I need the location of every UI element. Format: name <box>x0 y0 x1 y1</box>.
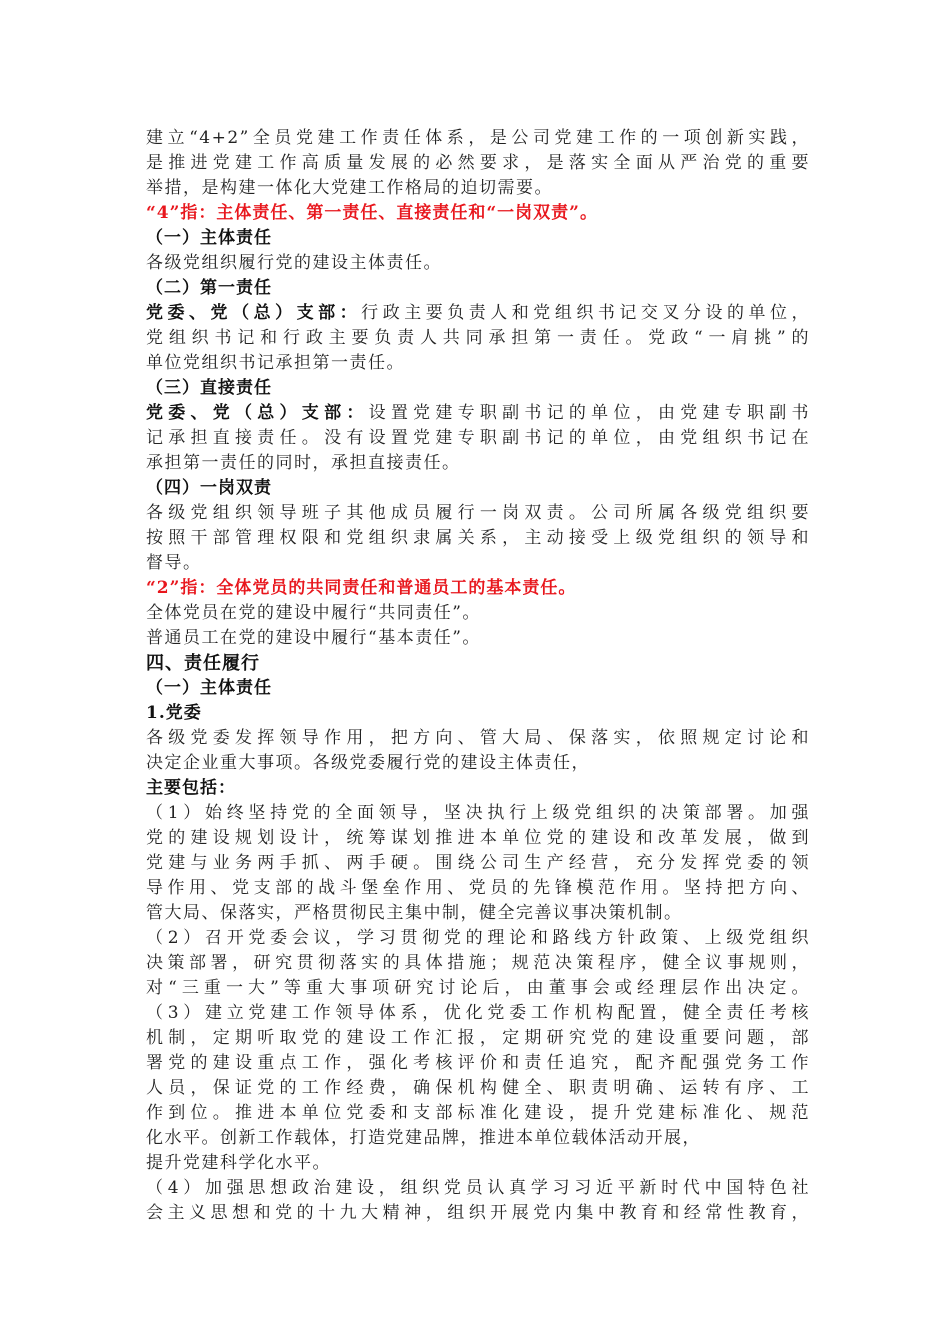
item-line: 作到位。推进本单位党委和支部标准化建设，提升党建标准化、规范 <box>146 1103 810 1123</box>
section-2-text-1: 行政主要负责人和党组织书记交叉分设的单位， <box>361 303 811 323</box>
section-2-line-2: 党组织书记和行政主要负责人共同承担第一责任。党政“一肩挑”的 <box>146 328 810 348</box>
item-line: （4）加强思想政治建设，组织党员认真学习习近平新时代中国特色社 <box>146 1178 810 1198</box>
section-1-text: 各级党组织履行党的建设主体责任。 <box>146 253 442 273</box>
item-line: 党的建设规划设计，统筹谋划推进本单位党的建设和改革发展，做到 <box>146 828 810 848</box>
section-3-line-2: 记承担直接责任。没有设置党建专职副书记的单位，由党组织书记在 <box>146 428 810 448</box>
section-1-title: （一）主体责任 <box>146 228 272 248</box>
item-line: 党建与业务两手抓、两手硬。围绕公司生产经营，充分发挥党委的领 <box>146 853 810 873</box>
item-line: （1）始终坚持党的全面领导，坚决执行上级党组织的决策部署。加强 <box>146 803 810 823</box>
item-line: 管大局、保落实，严格贯彻民主集中制，健全完善议事决策机制。 <box>146 903 683 923</box>
intro-line-3: 举措，是构建一体化大党建工作格局的迫切需要。 <box>146 178 553 198</box>
item-line: （2）召开党委会议，学习贯彻党的理论和路线方针政策、上级党组织 <box>146 928 810 948</box>
employee-responsibility-line: 普通员工在党的建设中履行“基本责任”。 <box>146 628 481 648</box>
section-2-line-1 <box>146 301 810 326</box>
item-line: 导作用、党支部的战斗堡垒作用、党员的先锋模范作用。坚持把方向、 <box>146 878 810 898</box>
party-committee-line-1: 各级党委发挥领导作用，把方向、管大局、保落实，依照规定讨论和 <box>146 728 810 748</box>
section-2-line-3: 单位党组织书记承担第一责任。 <box>146 353 405 373</box>
main-includes-label: 主要包括： <box>146 778 236 798</box>
intro-line-1: 建立“4+2”全员党建工作责任体系，是公司党建工作的一项创新实践， <box>146 128 810 148</box>
heading-two-responsibilities: “2”指：全体党员的共同责任和普通员工的基本责任。 <box>146 578 577 598</box>
item-line: 对“三重一大”等重大事项研究讨论后，由董事会或经理层作出决定。 <box>146 978 810 998</box>
party-committee-line-2: 决定企业重大事项。各级党委履行党的建设主体责任， <box>146 753 590 773</box>
document-body <box>146 126 810 1226</box>
section-3-title: （三）直接责任 <box>146 378 272 398</box>
part-4-title: 四、责任履行 <box>146 653 260 674</box>
item-line: 提升党建科学化水平。 <box>146 1153 331 1173</box>
heading-four-responsibilities: “4”指：主体责任、第一责任、直接责任和“一岗双责”。 <box>146 203 598 223</box>
part-4-item-1: 1.党委 <box>146 703 202 723</box>
section-4-line-1: 各级党组织领导班子其他成员履行一岗双责。公司所属各级党组织要 <box>146 503 810 523</box>
section-2-lead: 党委、党（总）支部： <box>146 303 362 323</box>
section-4-line-2: 按照干部管理权限和党组织隶属关系，主动接受上级党组织的领导和 <box>146 528 810 548</box>
item-line: 会主义思想和党的十九大精神，组织开展党内集中教育和经常性教育， <box>146 1203 810 1223</box>
section-4-line-3: 督导。 <box>146 553 202 573</box>
item-line: 人员，保证党的工作经费，确保机构健全、职责明确、运转有序、工 <box>146 1078 810 1098</box>
section-3-text-1: 设置党建专职副书记的单位，由党建专职副书 <box>368 403 811 423</box>
intro-line-2: 是推进党建工作高质量发展的必然要求，是落实全面从严治党的重要 <box>146 153 810 173</box>
section-3-line-1 <box>146 401 810 426</box>
section-3-lead: 党委、党（总）支部： <box>146 403 369 423</box>
section-2-title: （二）第一责任 <box>146 278 272 298</box>
item-line: （3）建立党建工作领导体系，优化党委工作机构配置，健全责任考核 <box>146 1003 810 1023</box>
item-line: 机制，定期听取党的建设工作汇报，定期研究党的建设重要问题，部 <box>146 1028 810 1048</box>
part-4-subtitle: （一）主体责任 <box>146 678 272 698</box>
section-4-title: （四）一岗双责 <box>146 478 272 498</box>
item-line: 化水平。创新工作载体，打造党建品牌，推进本单位载体活动开展， <box>146 1128 701 1148</box>
item-line: 署党的建设重点工作，强化考核评价和责任追究，配齐配强党务工作 <box>146 1053 810 1073</box>
section-3-line-3: 承担第一责任的同时，承担直接责任。 <box>146 453 461 473</box>
item-line: 决策部署，研究贯彻落实的具体措施；规范决策程序，健全议事规则， <box>146 953 810 973</box>
member-responsibility-line: 全体党员在党的建设中履行“共同责任”。 <box>146 603 481 623</box>
